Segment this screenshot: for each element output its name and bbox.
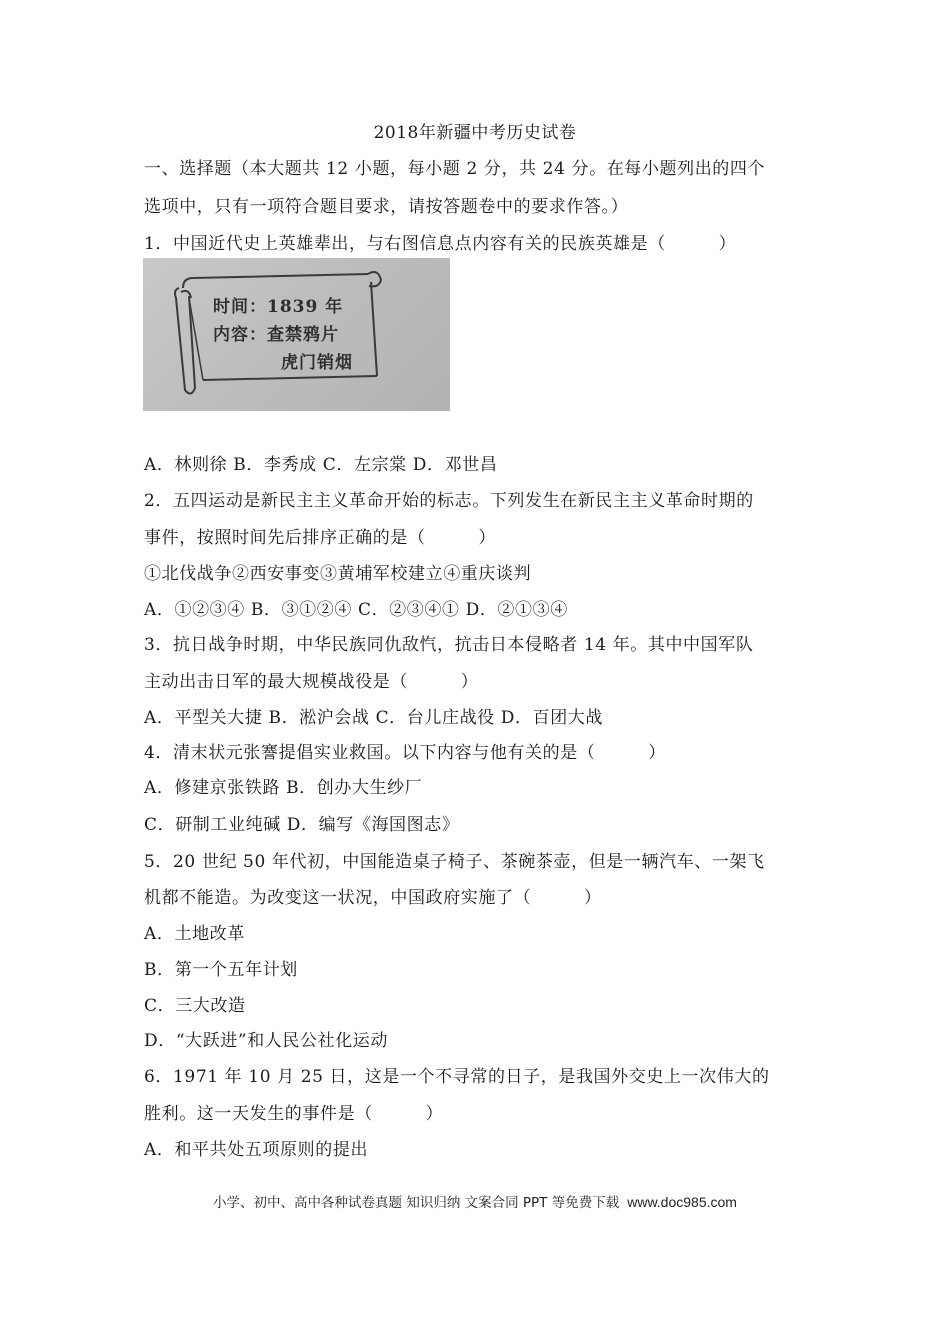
question-1-options: A．林则徐 B．李秀成 C．左宗棠 D．邓世昌 xyxy=(144,455,498,475)
question-5-option-a: A．土地改革 xyxy=(144,924,245,944)
question-3-options: A．平型关大捷 B．淞沪会战 C．台儿庄战役 D．百团大战 xyxy=(144,708,604,728)
question-4-options-1: A．修建京张铁路 B．创办大生纱厂 xyxy=(144,778,423,798)
footer-text: 小学、初中、高中各种试卷真题 知识归纳 文案合同 PPT 等免费下载 xyxy=(213,1195,620,1211)
exam-title: 2018年新疆中考历史试卷 xyxy=(373,123,577,143)
question-4-stem: 4．清末状元张謇提倡实业救国。以下内容与他有关的是（ ） xyxy=(144,743,666,763)
question-6-option-a: A．和平共处五项原则的提出 xyxy=(144,1140,369,1160)
question-5-stem-line-1: 5．20 世纪 50 年代初，中国能造桌子椅子、茶碗茶壶，但是一辆汽车、一架飞 xyxy=(144,852,765,872)
section-heading-line-2: 选项中，只有一项符合题目要求，请按答题卷中的要求作答。） xyxy=(144,197,629,217)
scroll-line-content-2: 虎门销烟 xyxy=(281,353,353,373)
question-1-stem: 1．中国近代史上英雄辈出，与右图信息点内容有关的民族英雄是（ ） xyxy=(144,234,737,254)
footer-url[interactable]: www.doc985.com xyxy=(627,1194,737,1210)
question-5-option-b: B．第一个五年计划 xyxy=(144,960,298,980)
scroll-line-time: 时间：1839 年 xyxy=(213,297,344,317)
question-2-stem-line-1: 2．五四运动是新民主主义革命开始的标志。下列发生在新民主主义革命时期的 xyxy=(144,491,754,511)
question-6-stem-line-2: 胜利。这一天发生的事件是（ ） xyxy=(144,1104,444,1124)
question-3-stem-line-1: 3．抗日战争时期，中华民族同仇敌忾，抗击日本侵略者 14 年。其中中国军队 xyxy=(144,635,754,655)
question-4-options-2: C．研制工业纯碱 D．编写《海国图志》 xyxy=(144,815,460,835)
question-6-stem-line-1: 6．1971 年 10 月 25 日，这是一个不寻常的日子，是我国外交史上一次伟大的 xyxy=(144,1067,770,1087)
question-5-stem-line-2: 机都不能造。为改变这一状况，中国政府实施了（ ） xyxy=(144,888,602,908)
question-1-scroll-image xyxy=(143,258,450,411)
question-5-option-c: C．三大改造 xyxy=(144,996,246,1016)
question-3-stem-line-2: 主动出击日军的最大规模战役是（ ） xyxy=(144,672,479,692)
question-2-options: A．①②③④ B．③①②④ C．②③④① D．②①③④ xyxy=(144,600,568,620)
page-footer xyxy=(0,1191,950,1211)
section-heading-line-1: 一、选择题（本大题共 12 小题，每小题 2 分，共 24 分。在每小题列出的四个 xyxy=(144,159,766,179)
question-2-items: ①北伐战争②西安事变③黄埔军校建立④重庆谈判 xyxy=(144,564,532,584)
scroll-line-content: 内容：查禁鸦片 xyxy=(213,325,339,345)
question-5-option-d: D．“大跃进”和人民公社化运动 xyxy=(144,1031,389,1051)
question-2-stem-line-2: 事件，按照时间先后排序正确的是（ ） xyxy=(144,528,496,548)
